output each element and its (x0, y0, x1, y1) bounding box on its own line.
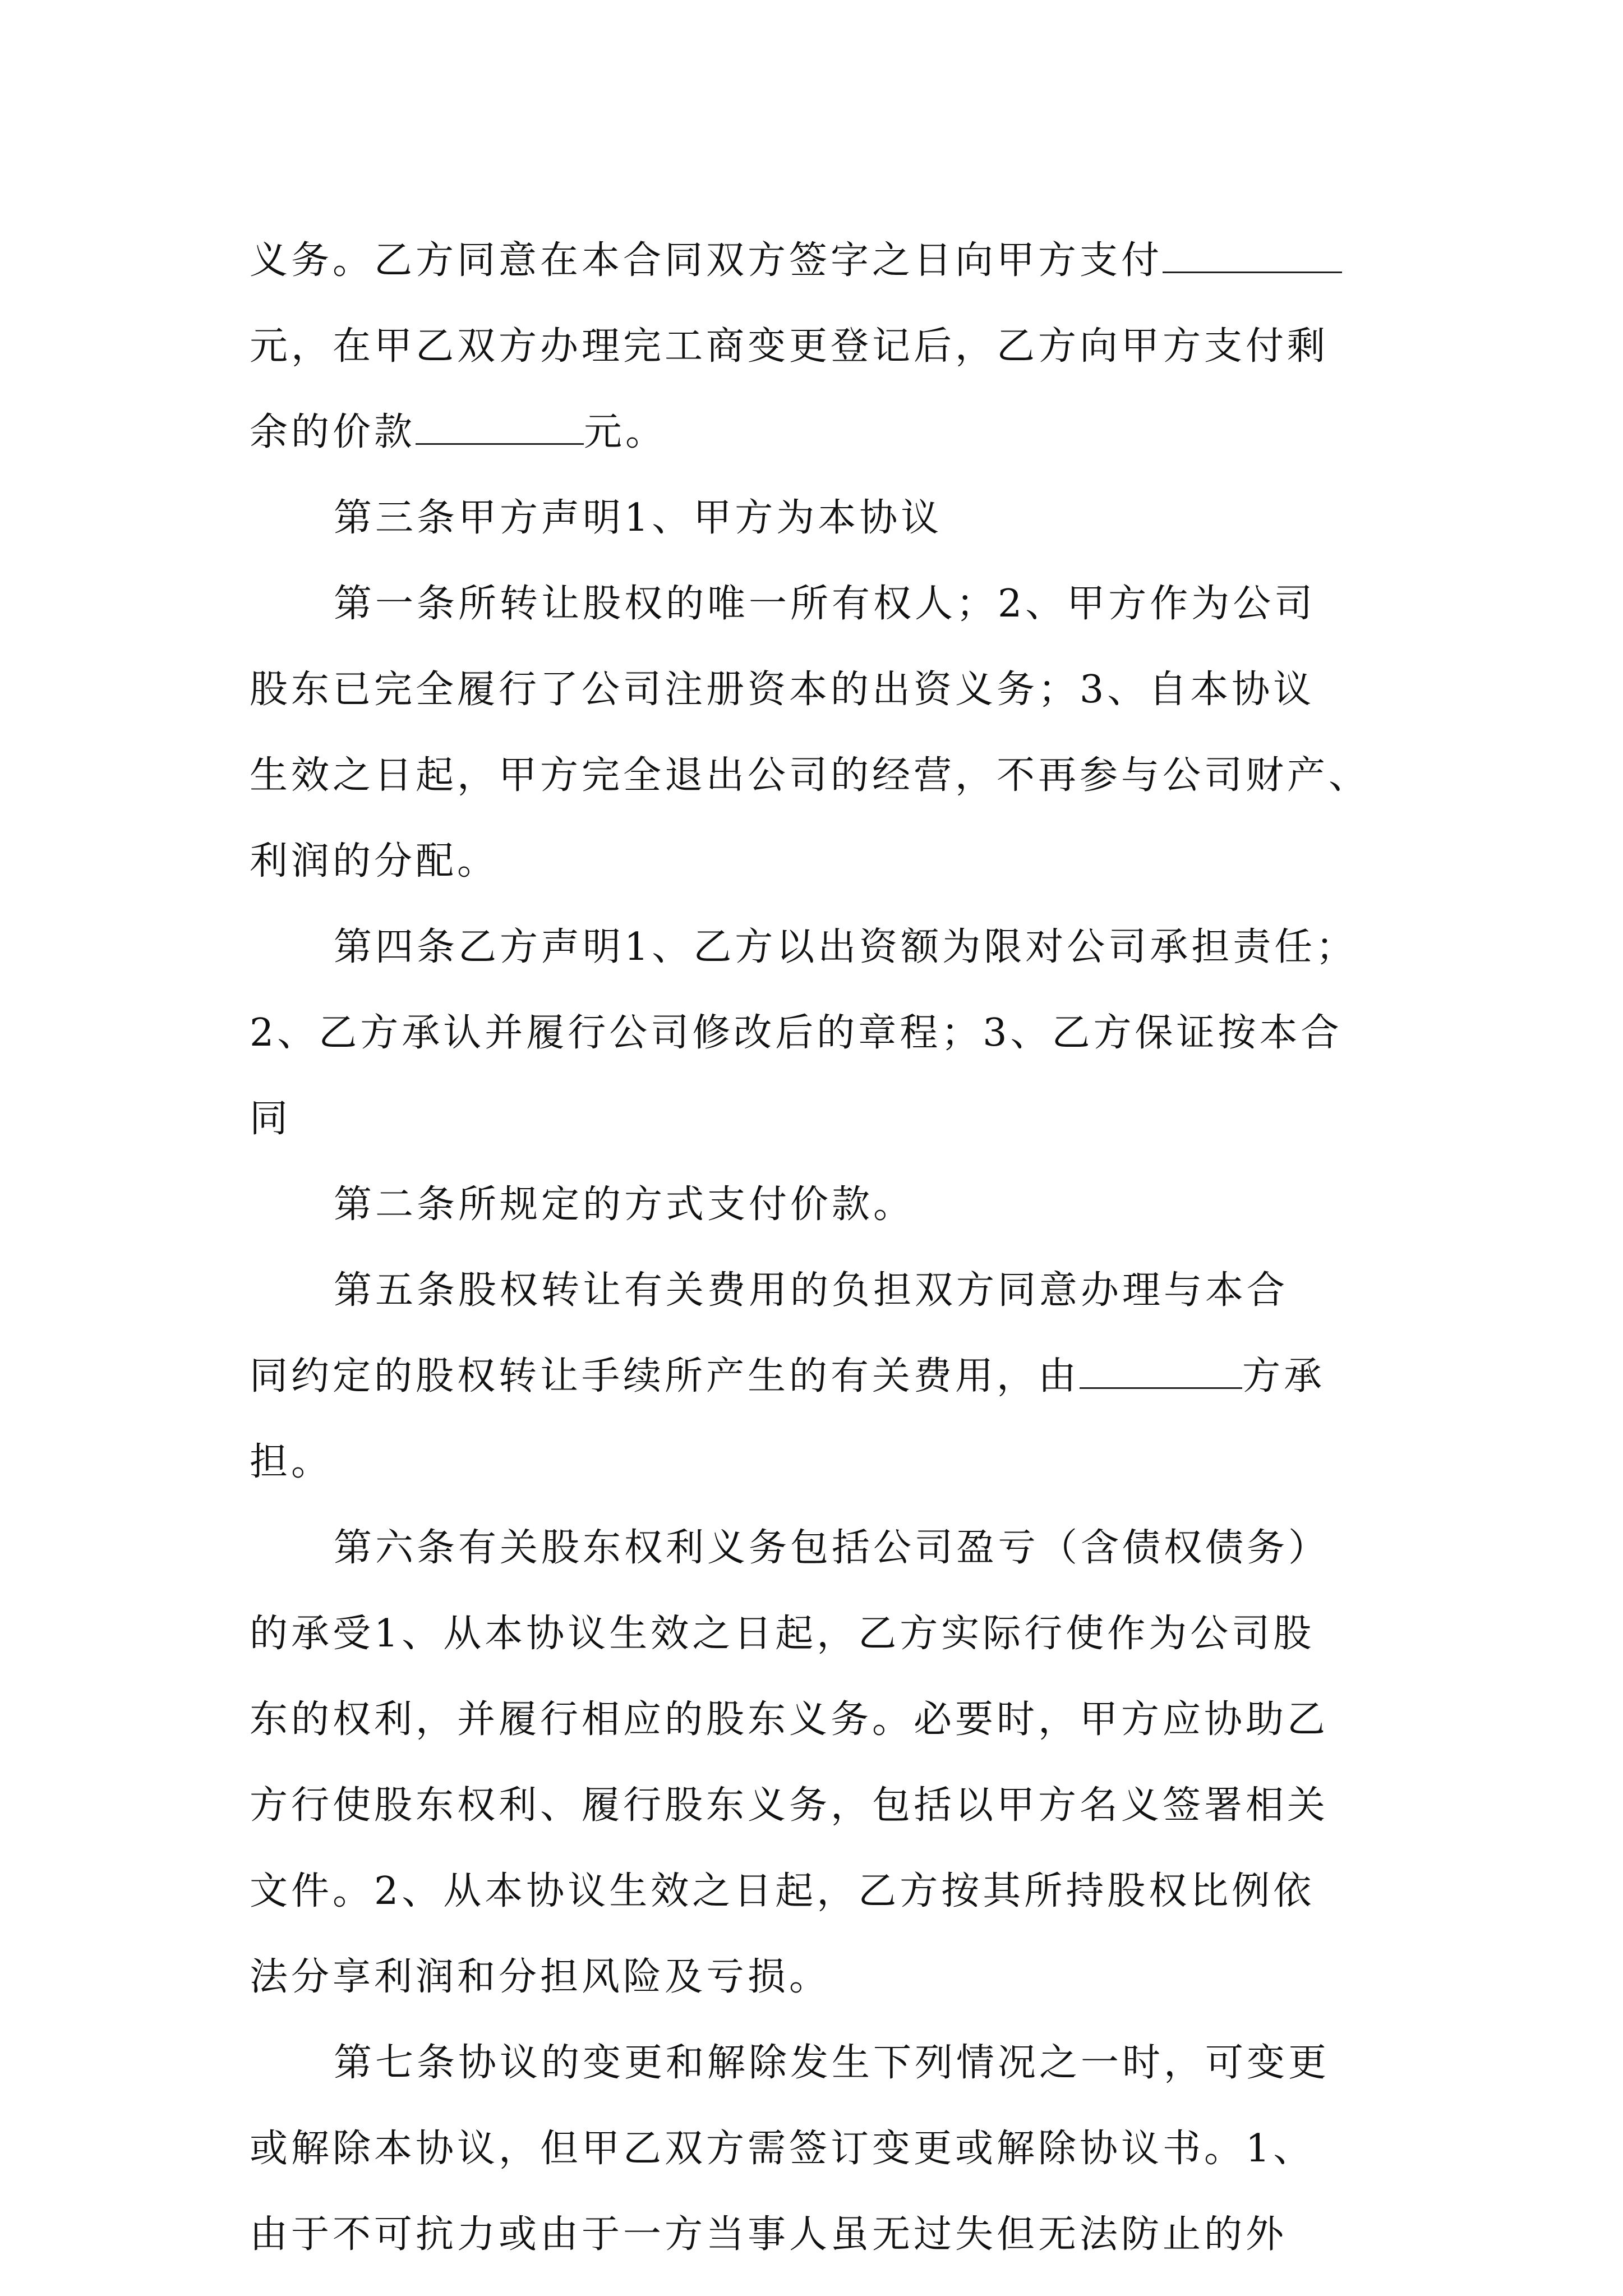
text-line: 由于不可抗力或由于一方当事人虽无过失但无法防止的外 (250, 2212, 1288, 2257)
text-line: 利润的分配。 (250, 839, 499, 884)
text-line: 文件。2、从本协议生效之日起，乙方按其所持股权比例依 (250, 1869, 1315, 1913)
fill-in-blank (1080, 1354, 1242, 1389)
text-line: 方行使股东权利、履行股东义务，包括以甲方名义签署相关 (250, 1783, 1329, 1828)
text-line: 2、乙方承认并履行公司修改后的章程；3、乙方保证按本合 (250, 1011, 1343, 1055)
contract-body (250, 218, 1394, 2277)
text-line: 担。 (250, 1440, 333, 1484)
line-text: 余的价款 (250, 410, 416, 454)
text-line: 生效之日起，甲方完全退出公司的经营，不再参与公司财产、 (250, 753, 1371, 798)
line-text: 方承 (1242, 1354, 1326, 1398)
text-line: 或解除本协议，但甲乙双方需签订变更或解除协议书。1、 (250, 2127, 1315, 2171)
text-line (250, 218, 1394, 303)
fill-in-blank (416, 409, 584, 445)
text-line: 同 (250, 1097, 292, 1141)
text-line: 元，在甲乙双方办理完工商变更登记后，乙方向甲方支付剩 (250, 324, 1329, 369)
text-line: 第二条所规定的方式支付价款。 (334, 1182, 915, 1227)
text-line: 第五条股权转让有关费用的负担双方同意办理与本合 (334, 1268, 1289, 1313)
text-line: 股东已完全履行了公司注册资本的出资义务；3、自本协议 (250, 668, 1315, 712)
text-line (250, 389, 1394, 475)
line-text: 同约定的股权转让手续所产生的有关费用，由 (250, 1354, 1080, 1398)
line-text: 义务。乙方同意在本合同双方签字之日向甲方支付 (250, 238, 1163, 283)
fill-in-blank (1163, 238, 1342, 273)
text-line: 第四条乙方声明1、乙方以出资额为限对公司承担责任； (334, 925, 1358, 969)
text-line (250, 1333, 1394, 1419)
text-line: 法分享利润和分担风险及亏损。 (250, 1955, 831, 1999)
text-line: 第三条甲方声明1、甲方为本协议 (334, 496, 943, 540)
text-line: 东的权利，并履行相应的股东义务。必要时，甲方应协助乙 (250, 1697, 1329, 1742)
text-line: 第六条有关股东权利义务包括公司盈亏（含债权债务） (334, 1526, 1330, 1570)
text-line: 第一条所转让股权的唯一所有权人；2、甲方作为公司 (334, 582, 1316, 626)
text-line: 第七条协议的变更和解除发生下列情况之一时，可变更 (334, 2041, 1330, 2085)
line-text: 元。 (584, 410, 667, 454)
text-line: 的承受1、从本协议生效之日起，乙方实际行使作为公司股 (250, 1612, 1315, 1656)
